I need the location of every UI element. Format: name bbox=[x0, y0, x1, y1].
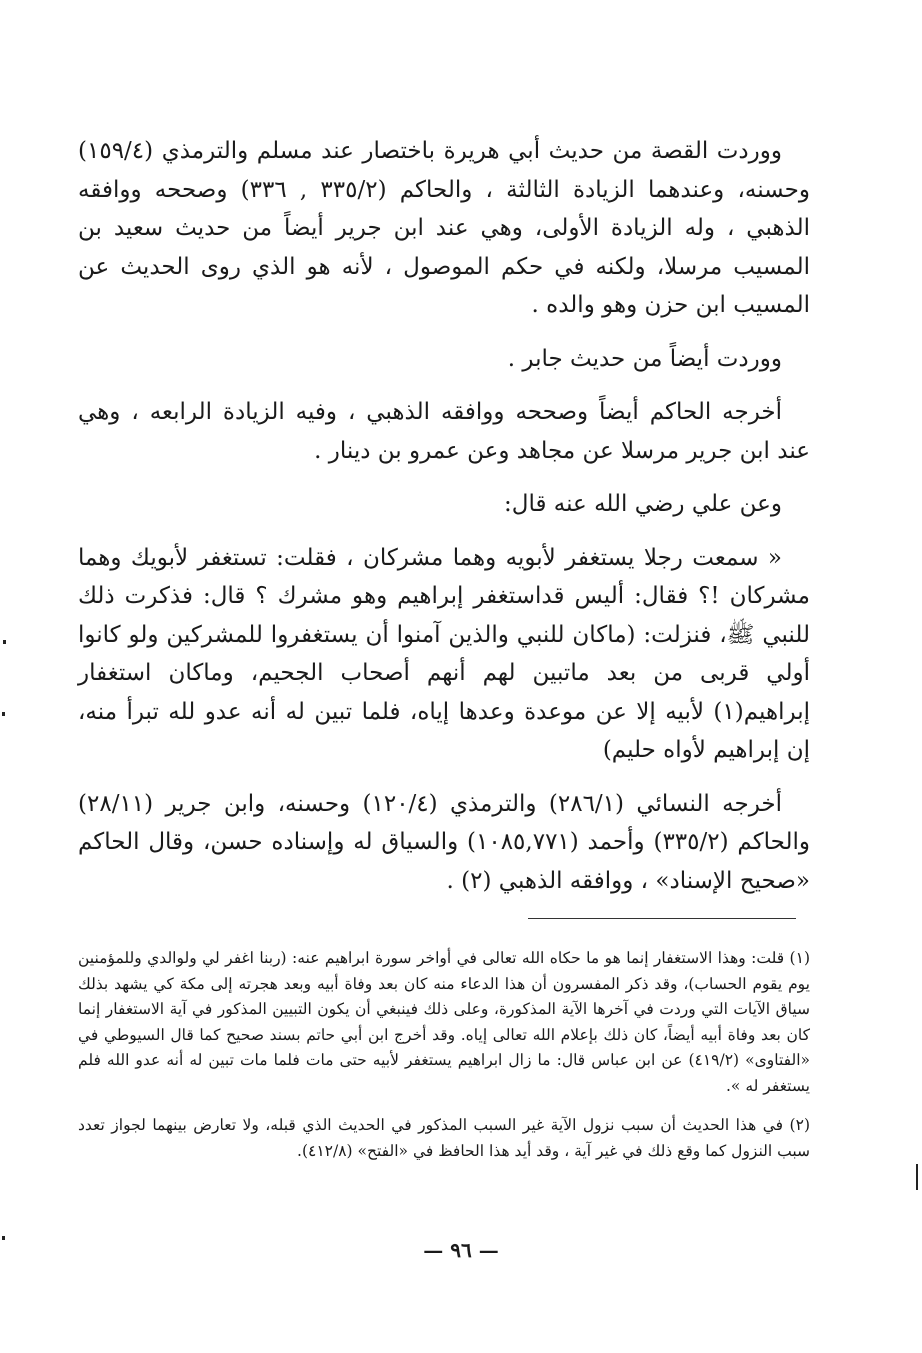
paragraph: أخرجه النسائي (٢٨٦/١) والترمذي (١٢٠/٤) وحسنه، وابن جرير (٢٨/١١) والحاكم (٣٣٥/٢) وأحمد (١٠٨٥,٧٧١) والسياق له وإسناده حسن، وقال الحاكم «صحيح الإسناد» ، ووافقه الذهبي (٢) . bbox=[78, 790, 811, 894]
footnote: (٢) في هذا الحديث أن سبب نزول الآية غير السبب المذكور في الحديث الذي قبله، ولا تعارض بينهما لجواز تعدد سبب النزول كما وقع ذلك في غير آية ، وقد أيد هذا الحافظ في «الفتح» (٤١٢/٨). bbox=[78, 1116, 810, 1160]
page-number: — ٩٦ — bbox=[423, 1238, 499, 1262]
paragraph: ووردت القصة من حديث أبي هريرة باختصار عند مسلم والترمذي (١٥٩/٤) وحسنه، وعندهما الزيادة الثالثة ، والحاكم (٣٣٥/٢ , ٣٣٦) وصححه ووافقه الذهبي ، وله الزيادة الأولى، وهي عند ابن جرير أيضاً من حديث سعيد بن المسيب مرسلا، ولكنه في حكم الموصول ، لأنه هو الذي روى الحديث عن المسيب ابن حزن وهو والده . bbox=[78, 138, 811, 318]
footnotes bbox=[78, 946, 810, 1178]
paragraph: ووردت أيضاً من حديث جابر . bbox=[507, 345, 782, 372]
scan-speck bbox=[3, 640, 6, 644]
footnote: (١) قلت: وهذا الاستغفار إنما هو ما حكاه الله تعالى في أواخر سورة ابراهيم عنه: (ربنا اغفر لي ولوالدي وللمؤمنين يوم يقوم الحساب)، وقد ذكر المفسرون أن هذا الدعاء منه كان بعد وفاة أبيه وبعد هجرته إلى مكة كي يشهد بذلك سياق الآيات التي وردت في آخرها الآية المذكورة، وعلى ذلك فينبغي أن يكون التبيين المذكور في آية الاستغفار إنما كان بعد وفاة أبيه أيضاً، كان ذلك بإعلام الله تعالى إياه. وقد أخرج ابن أبي حاتم بسند صحيح كما قال السيوطي في «الفتاوى» (٤١٩/٢) عن ابن عباس قال: ما زال ابراهيم يستغفر لأبيه حتى مات فلما مات تبين له أنه عدو الله فلم يستغفر له ». bbox=[78, 949, 810, 1095]
footnote-separator bbox=[528, 918, 796, 919]
paragraph: وعن علي رضي الله عنه قال: bbox=[503, 491, 782, 517]
scan-speck bbox=[2, 1236, 5, 1240]
quoted-hadith: « سمعت رجلا يستغفر لأبويه وهما مشركان ، فقلت: تستغفر لأبويك وهما مشركان !؟ فقال: أليس قداستغفر إبراهيم وهو مشرك ؟ قال: فذكرت ذلك للنبي ﷺ، فنزلت: (ماكان للنبي والذين آمنوا أن يستغفروا للمشركين ولو كانوا أولي قربى من بعد ماتبين لهم أنهم أصحاب الجحيم، وماكان استغفار إبراهيم(١) لأبيه إلا عن موعدة وعدها إياه، فلما تبين له أنه عدو لله تبرأ منه، إن إبراهيم لأواه حليم) bbox=[78, 544, 810, 763]
main-text bbox=[78, 132, 810, 915]
scan-speck bbox=[2, 712, 5, 716]
scan-speck bbox=[916, 1164, 918, 1190]
paragraph: أخرجه الحاكم أيضاً وصححه ووافقه الذهبي ، وفيه الزيادة الرابعه ، وهي عند ابن جرير مرسلا عن مجاهد وعن عمرو بن دينار . bbox=[78, 399, 810, 464]
